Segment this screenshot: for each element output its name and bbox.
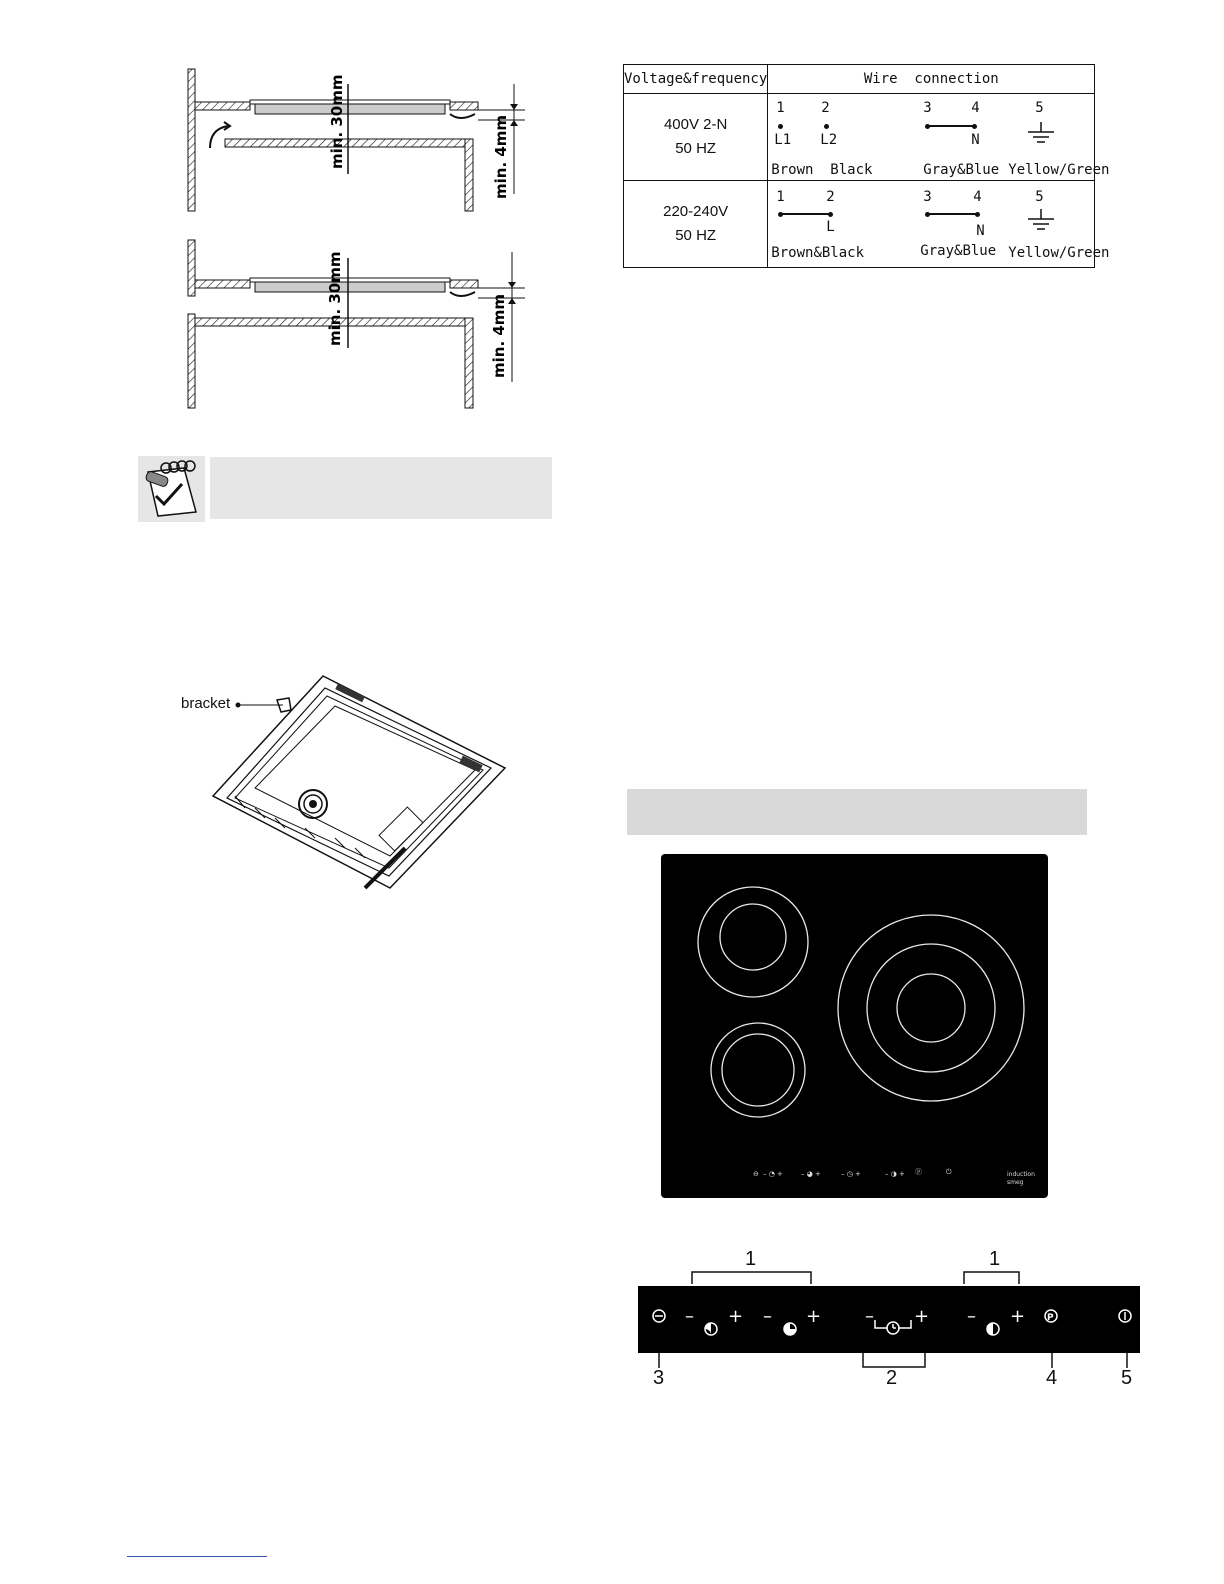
hob-brand-line1: induction bbox=[1007, 1171, 1035, 1178]
clearance-diagram-top bbox=[180, 64, 530, 214]
min30-label-bottom: min. 30mm bbox=[326, 251, 344, 346]
wire-connection-table bbox=[623, 64, 1110, 268]
zone-right bbox=[838, 915, 1024, 1101]
voltage-cell-220v: 220-240V 50 HZ bbox=[624, 181, 768, 268]
ground-icon bbox=[1026, 209, 1056, 233]
svg-text:P: P bbox=[1047, 1313, 1054, 1323]
hob-brand-line2: smeg bbox=[1007, 1179, 1024, 1186]
callout-2: 2 bbox=[886, 1367, 898, 1389]
svg-text:– ◑ +: – ◑ + bbox=[885, 1170, 905, 1178]
min30-label-top: min. 30mm bbox=[328, 74, 346, 169]
min4-label-bottom: min. 4mm bbox=[490, 293, 508, 378]
svg-text:–: – bbox=[967, 1306, 976, 1327]
table-row bbox=[624, 181, 1095, 268]
svg-text:– ◷ +: – ◷ + bbox=[841, 1170, 861, 1178]
header-voltage: Voltage&frequency bbox=[624, 65, 768, 94]
zone-front-left bbox=[711, 1023, 805, 1117]
voltage-cell-400v: 400V 2-N 50 HZ bbox=[624, 94, 768, 181]
wire-cell-400v: 1 2 3 4 5 L1 L2 N Brown Black Gray&Blue Yellow/Green bbox=[768, 94, 1095, 181]
svg-text:⊖: ⊖ bbox=[753, 1170, 759, 1178]
hob-bracket-diagram bbox=[205, 668, 515, 898]
svg-text:+: + bbox=[914, 1306, 930, 1327]
table-row bbox=[624, 94, 1095, 181]
callout-3: 3 bbox=[653, 1367, 665, 1389]
svg-text:⏻: ⏻ bbox=[946, 1168, 952, 1176]
svg-text:–: – bbox=[865, 1306, 874, 1327]
svg-text:+: + bbox=[1010, 1306, 1026, 1327]
min4-label-top: min. 4mm bbox=[492, 114, 510, 199]
header-wire-connection: Wire connection bbox=[768, 65, 1095, 94]
callout-1b: 1 bbox=[989, 1248, 1001, 1270]
ground-icon bbox=[1026, 122, 1056, 146]
bracket-label: bracket bbox=[181, 695, 231, 712]
svg-text:+: + bbox=[806, 1306, 822, 1327]
note-box bbox=[210, 457, 552, 519]
callout-1a: 1 bbox=[745, 1248, 757, 1270]
svg-text:–: – bbox=[685, 1306, 694, 1327]
svg-text:– ◔ +: – ◔ + bbox=[763, 1170, 783, 1178]
control-panel bbox=[638, 1286, 1140, 1353]
footer-link-underline bbox=[127, 1556, 267, 1557]
svg-text:–: – bbox=[763, 1306, 772, 1327]
wire-cell-220v: 1 2 3 4 5 L N Brown&Black Gray&Blue Yellow/Green bbox=[768, 181, 1095, 268]
svg-text:– ◕ +: – ◕ + bbox=[801, 1170, 821, 1178]
section-header-bar bbox=[627, 789, 1087, 835]
note-icon bbox=[138, 456, 205, 522]
callout-5: 5 bbox=[1121, 1367, 1133, 1389]
svg-text:ⓟ: ⓟ bbox=[915, 1168, 922, 1176]
svg-text:+: + bbox=[728, 1306, 744, 1327]
clearance-diagram-bottom bbox=[180, 238, 530, 410]
hob-top-view bbox=[661, 854, 1048, 1198]
callout-4: 4 bbox=[1046, 1367, 1058, 1389]
